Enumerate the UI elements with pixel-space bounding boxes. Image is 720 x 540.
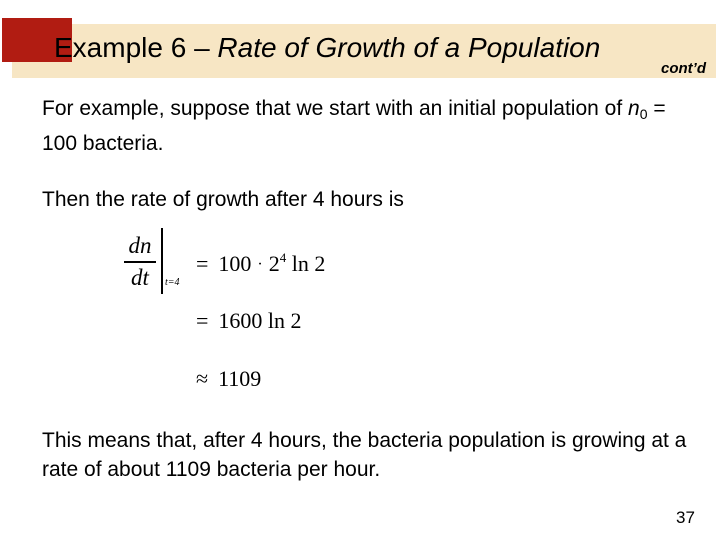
rate-paragraph: Then the rate of growth after 4 hours is: [42, 188, 404, 211]
multiply-dot: ·: [257, 256, 263, 273]
conclusion-paragraph: This means that, after 4 hours, the bacteria population is growing at a rate of about 1109 bacteria per hour.: [42, 429, 687, 481]
derivative-numerator: dn: [128, 233, 152, 258]
evaluation-bar: [161, 228, 163, 294]
power-exponent: 4: [279, 250, 287, 265]
derivative-fraction: [124, 232, 156, 292]
equation-line-2: [196, 308, 302, 334]
equation-line-3: [196, 366, 261, 392]
intro-paragraph: [42, 94, 702, 158]
title-italic: Rate of Growth of a Population: [217, 32, 601, 63]
derivative-denominator: dt: [131, 264, 149, 290]
intro-subscript: 0: [639, 106, 648, 122]
log-term: ln 2: [286, 251, 326, 276]
title-prefix: Example 6 –: [54, 32, 218, 63]
page-number: 37: [676, 508, 695, 527]
relation-approx: ≈: [196, 366, 209, 391]
fraction-bar: [124, 261, 156, 263]
intro-text-a: For example, suppose that we start with an initial population of: [42, 97, 628, 120]
relation-equals-2: =: [196, 308, 209, 333]
evaluation-point: t=4: [165, 277, 180, 288]
slide-title: [54, 34, 600, 62]
equation-line-1: [196, 250, 325, 277]
coefficient: 100: [218, 251, 252, 276]
continued-label: cont’d: [661, 60, 706, 77]
line-3-expression: 1109: [218, 366, 262, 391]
power-base: 2: [268, 251, 280, 276]
relation-equals-1: =: [196, 251, 209, 276]
intro-text-b: = 100 bacteria.: [42, 97, 666, 155]
line-2-expression: 1600 ln 2: [218, 308, 302, 333]
intro-variable: n: [628, 97, 640, 120]
